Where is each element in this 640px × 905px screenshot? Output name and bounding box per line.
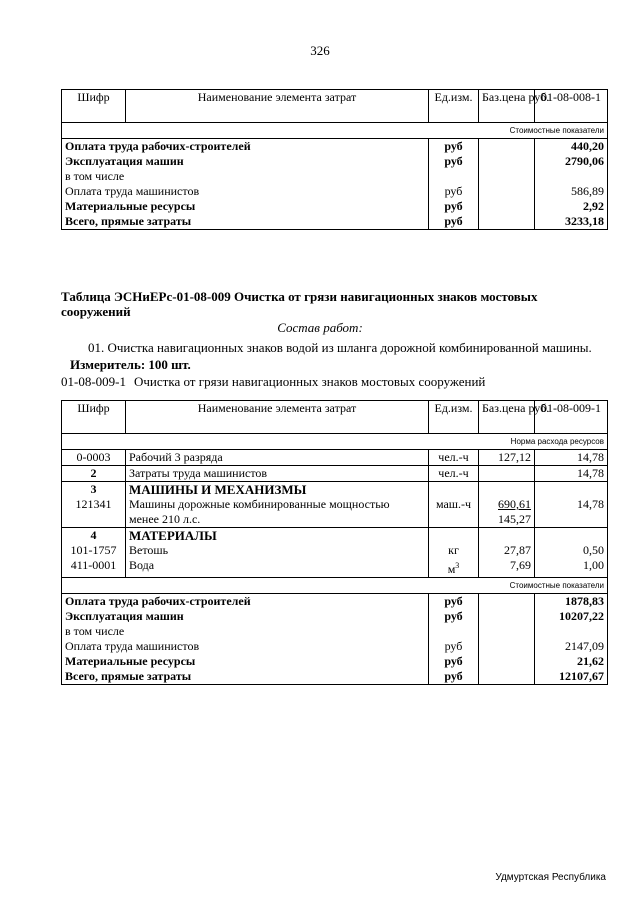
table-row: 0-0003 Рабочий 3 разряда чел.-ч 127,12 14,78 <box>62 450 608 466</box>
table-row: 121341 Машины дорожные комбинированные мощностью менее 210 л.с. маш.-ч 690,61 145,27 14,78 <box>62 497 608 528</box>
subheader-cost: Стоимостные показатели <box>62 123 608 139</box>
table-row: 4 МАТЕРИАЛЫ <box>62 528 608 544</box>
header-code: Шифр <box>62 90 126 123</box>
norm-description: Очистка от грязи навигационных знаков мостовых сооружений <box>134 374 486 389</box>
table-row: Всего, прямые затраты руб 12107,67 <box>62 669 608 685</box>
table-row: 411-0001 Вода $м^3$ 7,69 1,00 <box>62 558 608 578</box>
table-row: Всего, прямые затраты руб 3233,18 <box>62 214 608 230</box>
measure-unit: Измеритель: 100 шт. <box>70 357 191 372</box>
header-name: Наименование элемента затрат <box>126 90 429 123</box>
table-row: 2 Затраты труда машинистов чел.-ч 14,78 <box>62 466 608 482</box>
cost-table-2 <box>61 400 608 685</box>
work-operation: 01. Очистка навигационных знаков водой из шланга дорожной комбинированной машины. <box>88 340 592 355</box>
table-header <box>62 401 608 434</box>
table-row: в том числе <box>62 169 608 184</box>
page-number: 326 <box>310 43 330 58</box>
table-row: Эксплуатация машин руб 2790,06 <box>62 154 608 169</box>
header-code: Шифр <box>62 401 126 434</box>
header-price: Баз.цена руб. <box>479 401 535 434</box>
norm-code: 01-08-009-1 <box>61 374 126 389</box>
table-row: Оплата труда машинистов руб 2147,09 <box>62 639 608 654</box>
table-row: Материальные ресурсы руб 2,92 <box>62 199 608 214</box>
table-row: Оплата труда рабочих-строителей руб 440,20 <box>62 139 608 155</box>
header-code-col: 01-08-009-1 <box>535 401 608 434</box>
header-price: Баз.цена руб. <box>479 90 535 123</box>
table-header <box>62 90 608 123</box>
header-unit: Ед.изм. <box>429 90 479 123</box>
subheader-norm: Норма расхода ресурсов <box>62 434 608 450</box>
header-unit: Ед.изм. <box>429 401 479 434</box>
table-row: 3 МАШИНЫ И МЕХАНИЗМЫ <box>62 482 608 498</box>
table-row: Оплата труда машинистов руб 586,89 <box>62 184 608 199</box>
table-row: в том числе <box>62 624 608 639</box>
header-name: Наименование элемента затрат <box>126 401 429 434</box>
header-code-col: 01-08-008-1 <box>535 90 608 123</box>
work-composition-label: Состав работ: <box>277 320 363 335</box>
table-row: Оплата труда рабочих-строителей руб 1878,83 <box>62 594 608 610</box>
table-row: Материальные ресурсы руб 21,62 <box>62 654 608 669</box>
footer-region: Удмуртская Республика <box>495 872 606 883</box>
section-title: Таблица ЭСНиЕРс-01-08-009 Очистка от грязи навигационных знаков мостовых сооружений <box>61 289 538 319</box>
norm-code-line <box>61 374 485 390</box>
table-row: 101-1757 Ветошь кг 27,87 0,50 <box>62 543 608 558</box>
table-row: Эксплуатация машин руб 10207,22 <box>62 609 608 624</box>
cost-table-1 <box>61 89 608 230</box>
subheader-cost: Стоимостные показатели <box>62 578 608 594</box>
